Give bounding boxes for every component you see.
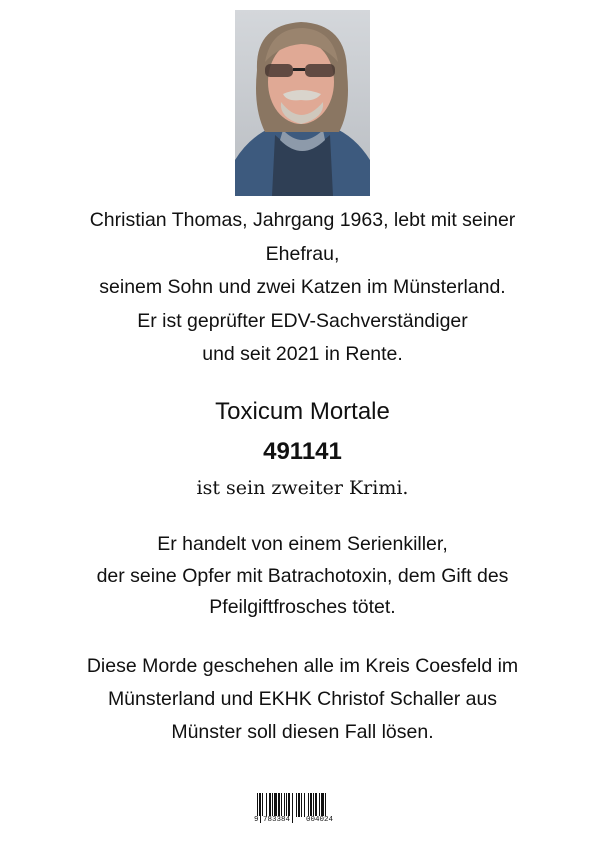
book-number: 491141: [263, 438, 342, 465]
barcode-bar: [304, 793, 305, 817]
author-photo: [235, 10, 370, 196]
barcode-bar: [274, 793, 277, 817]
isbn-barcode: [253, 793, 353, 825]
barcode-bar: [278, 793, 280, 817]
barcode-bar: [319, 793, 320, 817]
barcode-bar: [262, 793, 263, 817]
plot-line: Pfeilgiftfrosches tötet.: [209, 596, 396, 618]
author-bio: [0, 204, 605, 372]
barcode-bar: [313, 793, 314, 817]
book-title: Toxicum Mortale: [215, 398, 390, 425]
barcode-bar: [308, 793, 309, 817]
barcode-bar: [298, 793, 300, 817]
barcode-bar: [269, 793, 271, 817]
barcode-digits-right: 004024: [306, 816, 334, 824]
barcode-bar: [266, 793, 267, 817]
barcode-lead-digit: 9: [254, 816, 259, 824]
bio-line: Christian Thomas, Jahrgang 1963, lebt mit seiner: [89, 209, 516, 231]
barcode-bar: [288, 793, 290, 817]
bio-line: und seit 2021 in Rente.: [202, 343, 403, 365]
plot-line: Münster soll diesen Fall lösen.: [171, 721, 434, 743]
barcode-bar: [296, 793, 297, 817]
plot-paragraph-2: [0, 650, 605, 749]
author-portrait-image: [235, 10, 370, 196]
barcode-bar: [315, 793, 317, 817]
barcode-bar: [292, 793, 293, 823]
barcode-bar: [321, 793, 324, 817]
plot-line: Münsterland und EKHK Christof Schaller aus: [107, 688, 498, 710]
plot-line: der seine Opfer mit Batrachotoxin, dem Gift des: [96, 564, 509, 587]
barcode-bar: [281, 793, 282, 817]
barcode-bar: [272, 793, 273, 817]
bio-line: Ehefrau,: [265, 242, 340, 265]
barcode-bar: [310, 793, 312, 817]
plot-line: Diese Morde geschehen alle im Kreis Coesfeld im: [86, 655, 519, 677]
barcode-bar: [284, 793, 285, 817]
barcode-digits-left: 783384: [263, 816, 291, 824]
barcode-bar: [286, 793, 287, 817]
plot-line: Er handelt von einem Serienkiller,: [157, 533, 448, 555]
bio-line: Er ist geprüfter EDV-Sachverständiger: [137, 309, 468, 332]
barcode-bar: [301, 793, 302, 817]
plot-paragraph-1: [0, 529, 605, 624]
bio-line: seinem Sohn und zwei Katzen im Münsterland.: [99, 276, 506, 298]
book-subtitle: ist sein zweiter Krimi.: [196, 477, 409, 499]
